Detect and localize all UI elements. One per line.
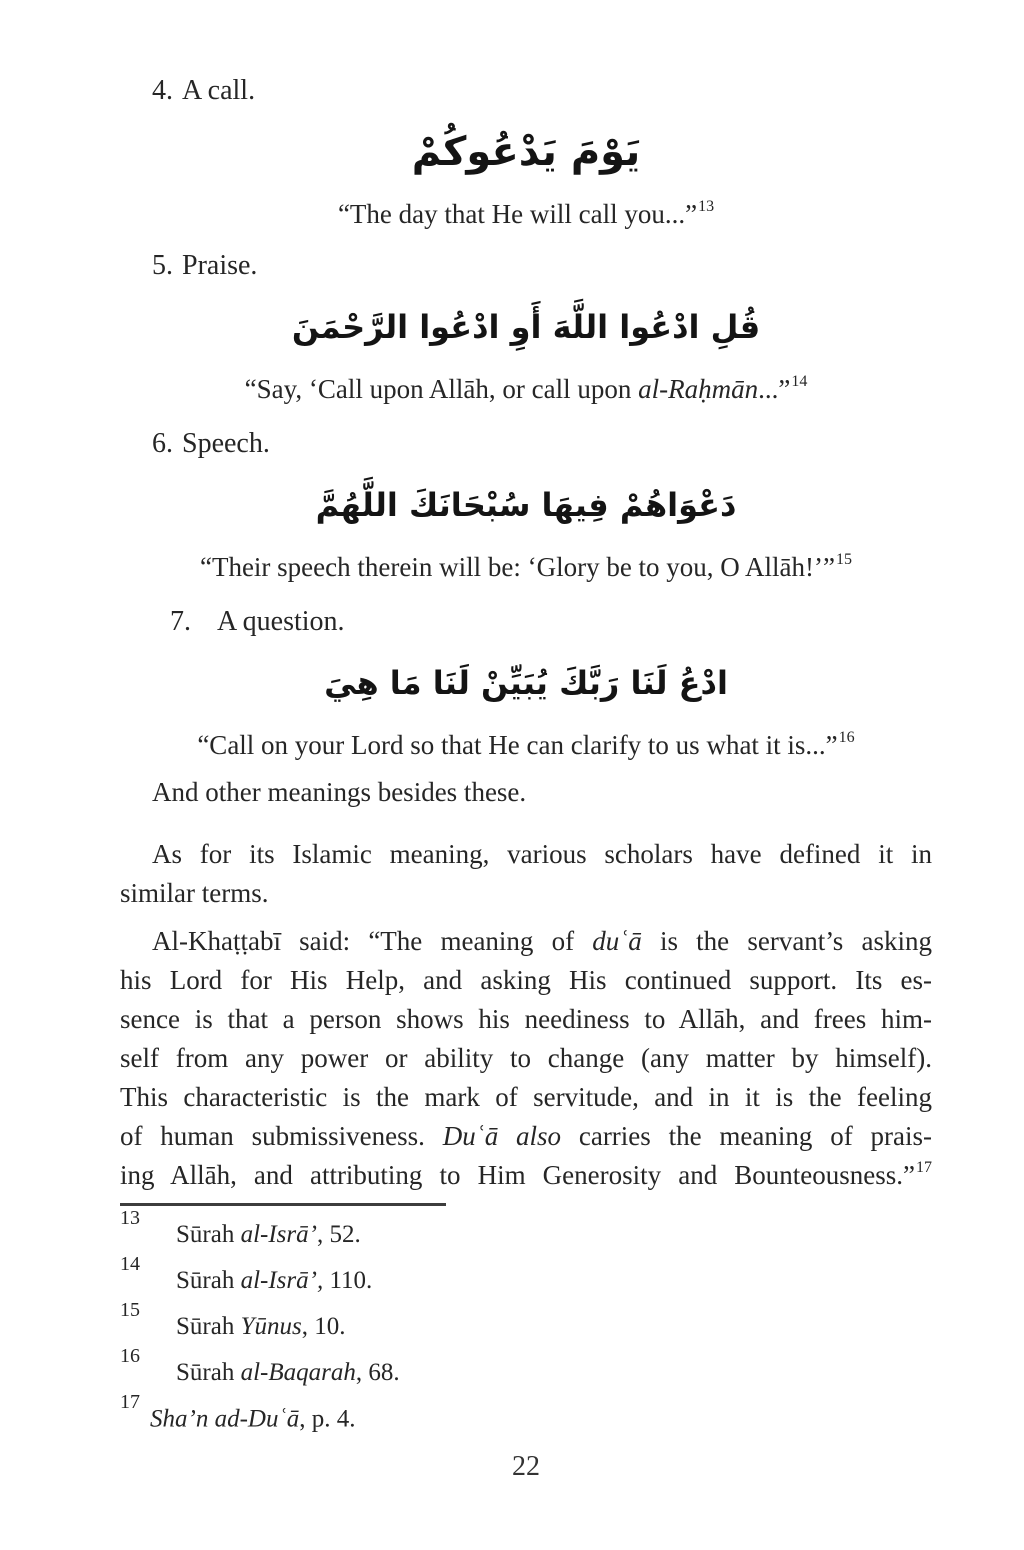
footnote-13 [120, 1207, 932, 1262]
paragraph-line: sence is that a person shows his neediness to Allāh, and frees him- [120, 1004, 932, 1034]
footnote-source: Sha’n ad-Duʿā [150, 1405, 300, 1433]
line-text: Al-Khaṭṭabī said: “The meaning of [152, 926, 593, 956]
text-column [120, 0, 932, 1482]
line-italic: Duʿā also [442, 1121, 562, 1151]
footnote-15 [120, 1299, 932, 1354]
paragraph-line: his Lord for His Help, and asking His continued support. Its es- [120, 965, 932, 995]
footnote-text: Sūrah [176, 1359, 241, 1387]
translation-4-text: “Call on your Lord so that He can clarify to us what it is...” [197, 730, 838, 760]
translation-1-text: “The day that He will call you...” [337, 199, 698, 229]
paragraph-line [120, 1117, 932, 1156]
heading-5-number: 5. [152, 250, 173, 281]
line-italic: duʿā [592, 926, 642, 956]
verse-translation-2 [120, 372, 932, 406]
heading-7-number: 7. [170, 606, 191, 637]
footnote-text: Sūrah [176, 1267, 241, 1295]
arabic-verse-2: قُلِ ادْعُوا اللَّهَ أَوِ ادْعُوا الرَّحْمَنَ [291, 308, 761, 346]
footnote-ref-15: 15 [836, 551, 853, 568]
footnote-17-number: 17 [120, 1391, 140, 1413]
translation-2-italic: al-Raḥmān [638, 374, 759, 404]
khattabi-paragraph [120, 922, 932, 1195]
arabic-verse-4: ادْعُ لَنَا رَبَّكَ يُبَيِّنْ لَنَا مَا هِيَ [324, 664, 728, 702]
footnote-ref-13: 13 [698, 198, 715, 215]
arabic-verse-1: يَوْمَ يَدْعُوكُمْ [411, 129, 641, 175]
paragraph-line [120, 922, 932, 961]
footnote-text: 110. [323, 1267, 373, 1295]
paragraph-line: self from any power or ability to change (any matter by himself). [120, 1043, 932, 1073]
footnote-ref-16: 16 [838, 729, 855, 746]
page-number: 22 [512, 1451, 540, 1482]
footnote-source: al-Baqarah [240, 1359, 356, 1387]
verse-translation-3 [120, 550, 932, 584]
footnote-14-number: 14 [120, 1253, 140, 1275]
footnote-text: , 52. [316, 1221, 361, 1249]
section-a-call [120, 75, 932, 231]
footnote-14 [120, 1253, 932, 1308]
footnote-text: , 10. [301, 1313, 346, 1341]
paragraph-line [120, 1156, 932, 1195]
line-text: is the servant’s asking [641, 926, 932, 956]
heading-7 [120, 606, 932, 638]
verse-translation-4 [120, 728, 932, 762]
arabic-verse-3: دَعْوَاهُمْ فِيهَا سُبْحَانَكَ اللَّهُمَّ [315, 486, 737, 524]
translation-2-text: “Say, ‘Call upon Allāh, or call upon [244, 374, 639, 404]
heading-6-number: 6. [152, 428, 173, 459]
heading-4 [120, 75, 932, 107]
footnote-16-number: 16 [120, 1345, 140, 1367]
section-speech [120, 428, 932, 584]
translation-2-end: ...” [758, 374, 791, 404]
footnote-16 [120, 1345, 932, 1400]
paragraph-line: This characteristic is the mark of servitude, and in it is the feeling [120, 1082, 932, 1112]
footnote-17 [120, 1391, 932, 1446]
paragraph-line: As for its Islamic meaning, various scholars have defined it in [152, 839, 932, 869]
heading-6 [120, 428, 932, 460]
footnote-source: Yūnus [240, 1313, 302, 1341]
footnote-15-text [176, 1313, 345, 1340]
line-text: carries the meaning of prais- [561, 1121, 932, 1151]
verse-translation-1 [120, 197, 932, 231]
line-text: of human submissiveness. [120, 1121, 443, 1151]
heading-4-label: A call. [182, 75, 256, 106]
heading-5 [120, 250, 932, 282]
heading-7-label: A question. [217, 606, 345, 637]
footnote-divider [120, 1203, 446, 1206]
footnote-list [120, 1207, 932, 1446]
footnote-text: , p. 4. [299, 1405, 356, 1433]
other-meanings-line: And other meanings besides these. [152, 777, 527, 807]
footnote-source: al-Isrā’ [240, 1221, 317, 1249]
section-a-question [120, 606, 932, 762]
paragraph-line: similar terms. [120, 878, 269, 908]
footnote-text: Sūrah [176, 1313, 241, 1341]
footnote-16-text [176, 1359, 400, 1386]
footnote-17-text [150, 1405, 356, 1432]
heading-6-label: Speech. [182, 428, 270, 459]
footnote-text: , 68. [355, 1359, 400, 1387]
heading-4-number: 4. [152, 75, 173, 106]
footnote-13-text [176, 1221, 361, 1248]
footnote-text: Sūrah [176, 1221, 241, 1249]
islamic-meaning-paragraph [120, 835, 932, 913]
line-text: ing Allāh, and attributing to Him Generosity and Bounteousness.” [120, 1160, 915, 1190]
footnote-15-number: 15 [120, 1299, 140, 1321]
translation-3-text: “Their speech therein will be: ‘Glory be to you, O Allāh!’” [199, 552, 836, 582]
section-praise [120, 250, 932, 406]
footnote-14-text [176, 1267, 372, 1294]
heading-5-label: Praise. [182, 250, 258, 281]
footnote-source: al-Isrā’, [240, 1267, 324, 1295]
footnote-ref-14: 14 [791, 373, 808, 390]
footnote-13-number: 13 [120, 1207, 140, 1229]
footnote-ref-17: 17 [916, 1159, 932, 1176]
